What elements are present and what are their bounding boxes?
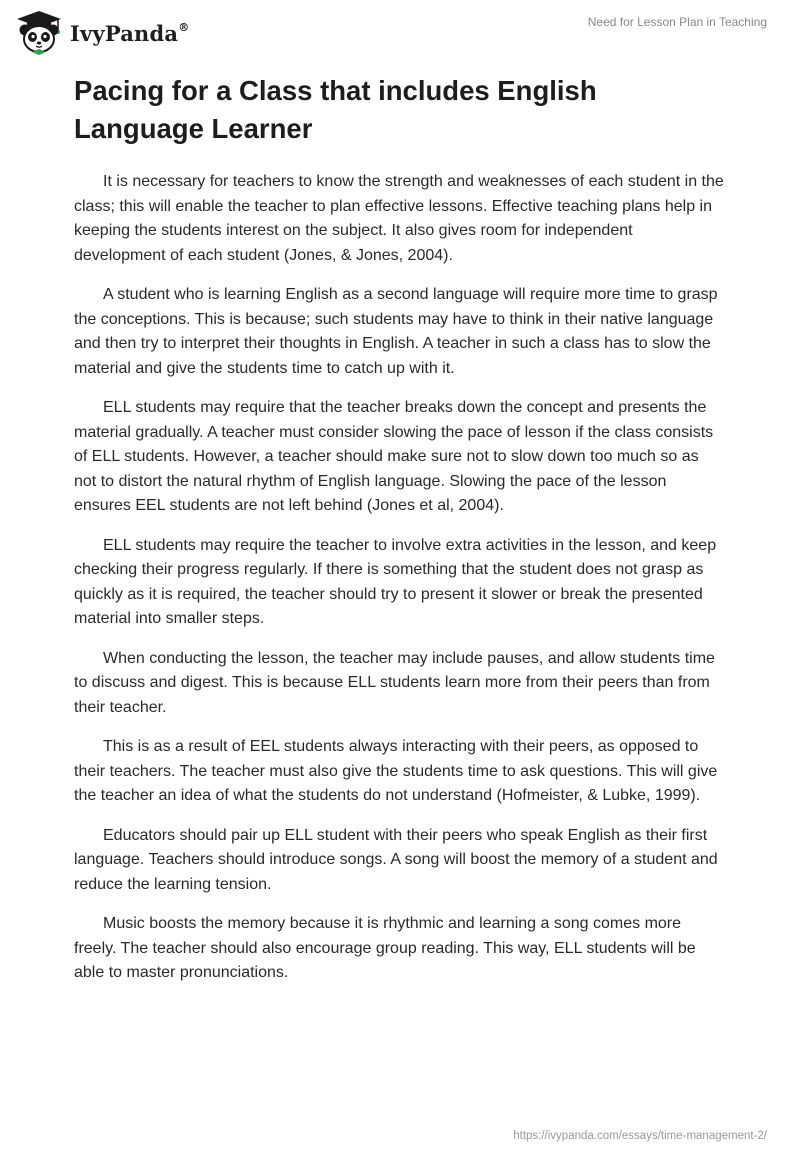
source-url[interactable]: https://ivypanda.com/essays/time-management-2/ [513,1130,767,1142]
paragraph: When conducting the lesson, the teacher may include pauses, and allow students time to discuss and digest. This is because ELL students learn more from their peers than from their teacher. [74,649,715,716]
paragraph: ELL students may require that the teacher breaks down the concept and presents the material gradually. A teacher must consider slowing the pace of lesson if the class consists of ELL students. However, a teacher should make sure not to slow down too much so as not to distort the natural rhythm of English language. Slowing the pace of the lesson ensures EEL students are not left behind (Jones et al, 2004). [74,399,714,514]
paragraph: A student who is learning English as a second language will require more time to grasp the conceptions. This is because; such students may have to think in their native language and then try to interpret their thoughts in English. A teacher in such a class has to slow the material and give the students time to catch up with it. [74,286,718,377]
paragraph: Music boosts the memory because it is rhythmic and learning a song comes more freely. The teacher should also encourage group reading. This way, ELL students will be able to master pronunciations. [74,915,696,981]
paragraph: It is necessary for teachers to know the strength and weaknesses of each student in the class; this will enable the teacher to plan effective lessons. Effective teaching plans help in keeping the students interest on the subject. It also gives room for independent development of each student (Jones, & Jones, 2004). [74,173,724,264]
paragraph: Educators should pair up ELL student with their peers who speak English as their first language. Teachers should introduce songs. A song will boost the memory of a student and reduce the learning tension. [74,826,718,893]
paragraph: ELL students may require the teacher to involve extra activities in the lesson, and keep checking their progress regularly. If there is something that the student does not grasp as quickly as it is required, the teacher should try to present it slower or break the presented material into smaller steps. [74,536,717,627]
brand-name: IvyPanda® [70,20,190,46]
article [74,72,724,1001]
panda-graduate-icon [14,9,64,55]
page-header [0,0,800,60]
article-title: Pacing for a Class that includes English Language Learner [74,75,597,144]
paragraph: This is as a result of EEL students always interacting with their peers, as opposed to their teachers. The teacher must also give the students time to ask questions. This will give the teacher an idea of what the students do not understand (Hofmeister, & Lubke, 1999). [74,738,718,804]
ivypanda-logo[interactable] [14,9,189,55]
running-title: Need for Lesson Plan in Teaching [587,15,767,29]
